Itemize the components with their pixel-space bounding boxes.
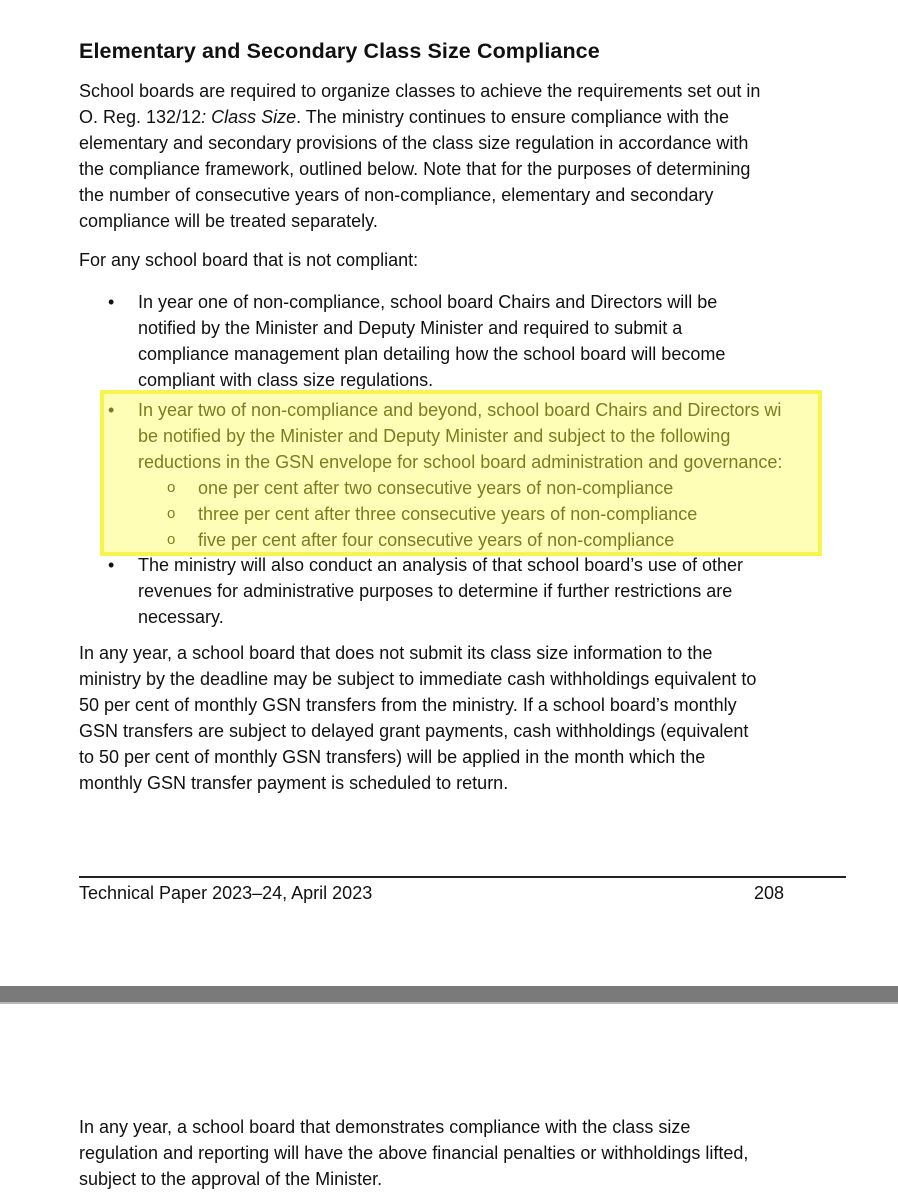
- intro-line-rest: . The ministry continues to ensure compliance with the: [296, 107, 730, 127]
- intro-paragraph: [79, 78, 760, 234]
- bullet-line: In year two of non-compliance and beyond, school board Chairs and Directors wi: [138, 400, 782, 420]
- compliance-lifted-paragraph: [79, 1114, 748, 1192]
- penalty-item-one-percent: one per cent after two consecutive years of non-compliance: [198, 478, 674, 498]
- paragraph-line: regulation and reporting will have the above financial penalties or withholdings lifted,: [79, 1143, 749, 1163]
- highlighted-region: [100, 390, 822, 556]
- footer-page-number: 208: [754, 883, 785, 903]
- bullet-line: The ministry will also conduct an analysis of that school board’s use of other: [138, 556, 743, 575]
- penalty-item-five-percent: five per cent after four consecutive years of non-compliance: [198, 530, 675, 550]
- paragraph-line: GSN transfers are subject to delayed grant payments, cash withholdings (equivalent: [79, 721, 749, 741]
- footer-divider: [79, 876, 846, 878]
- section-heading: Elementary and Secondary Class Size Compliance: [79, 39, 600, 63]
- bullet-marker: •: [108, 400, 115, 420]
- penalty-item-three-percent: three per cent after three consecutive years of non-compliance: [198, 504, 698, 524]
- intro-line: compliance will be treated separately.: [79, 211, 378, 231]
- paragraph-line: In any year, a school board that demonstrates compliance with the class size: [79, 1117, 691, 1137]
- paragraph-line: ministry by the deadline may be subject to immediate cash withholdings equivalent to: [79, 669, 757, 689]
- sub-bullet-marker: o: [167, 531, 176, 548]
- lead-in-text: For any school board that is not compliant:: [79, 250, 419, 270]
- bullet-line: reductions in the GSN envelope for school board administration and governance:: [138, 452, 783, 472]
- regulation-title: : Class Size: [201, 107, 297, 127]
- sub-bullet-marker: o: [167, 479, 176, 496]
- bullet-item-year-two: [138, 397, 782, 475]
- bullet-line: In year one of non-compliance, school board Chairs and Directors will be: [138, 292, 718, 312]
- bullet-line: compliant with class size regulations.: [138, 370, 434, 389]
- bullet-item-ministry-analysis-clip: [0, 556, 898, 636]
- bullet-marker: •: [108, 292, 115, 312]
- bullet-marker: •: [108, 555, 115, 575]
- sub-bullet-marker: o: [167, 505, 176, 522]
- intro-line: School boards are required to organize classes to achieve the requirements set out in: [79, 81, 761, 101]
- footer-document-title: Technical Paper 2023–24, April 2023: [79, 883, 373, 903]
- bullet-item-year-one: [138, 289, 725, 389]
- bullet-line: be notified by the Minister and Deputy Minister and subject to the following: [138, 426, 731, 446]
- intro-line: the compliance framework, outlined below. Note that for the purposes of determining: [79, 159, 751, 179]
- paragraph-line: subject to the approval of the Minister.: [79, 1169, 383, 1189]
- regulation-number: O. Reg. 132/12: [79, 107, 202, 127]
- bullet-line: revenues for administrative purposes to determine if further restrictions are: [138, 581, 733, 601]
- page-break-shadow: [0, 1002, 898, 1004]
- withholding-paragraph: [79, 640, 756, 796]
- paragraph-line: In any year, a school board that does not submit its class size information to the: [79, 643, 713, 663]
- bullet-line: necessary.: [138, 607, 224, 627]
- bullet-line: compliance management plan detailing how the school board will become: [138, 344, 726, 364]
- intro-line: elementary and secondary provisions of the class size regulation in accordance with: [79, 133, 749, 153]
- intro-line-regulation: [79, 104, 760, 130]
- bullet-line: notified by the Minister and Deputy Minister and required to submit a: [138, 318, 683, 338]
- paragraph-line: monthly GSN transfer payment is scheduled to return.: [79, 773, 509, 793]
- paragraph-line: 50 per cent of monthly GSN transfers from the ministry. If a school board’s monthly: [79, 695, 737, 715]
- page-break-gutter: [0, 986, 898, 1002]
- paragraph-line: to 50 per cent of monthly GSN transfers) will be applied in the month which the: [79, 747, 706, 767]
- intro-line: the number of consecutive years of non-compliance, elementary and secondary: [79, 185, 714, 205]
- bullet-item-ministry-analysis: [138, 556, 743, 630]
